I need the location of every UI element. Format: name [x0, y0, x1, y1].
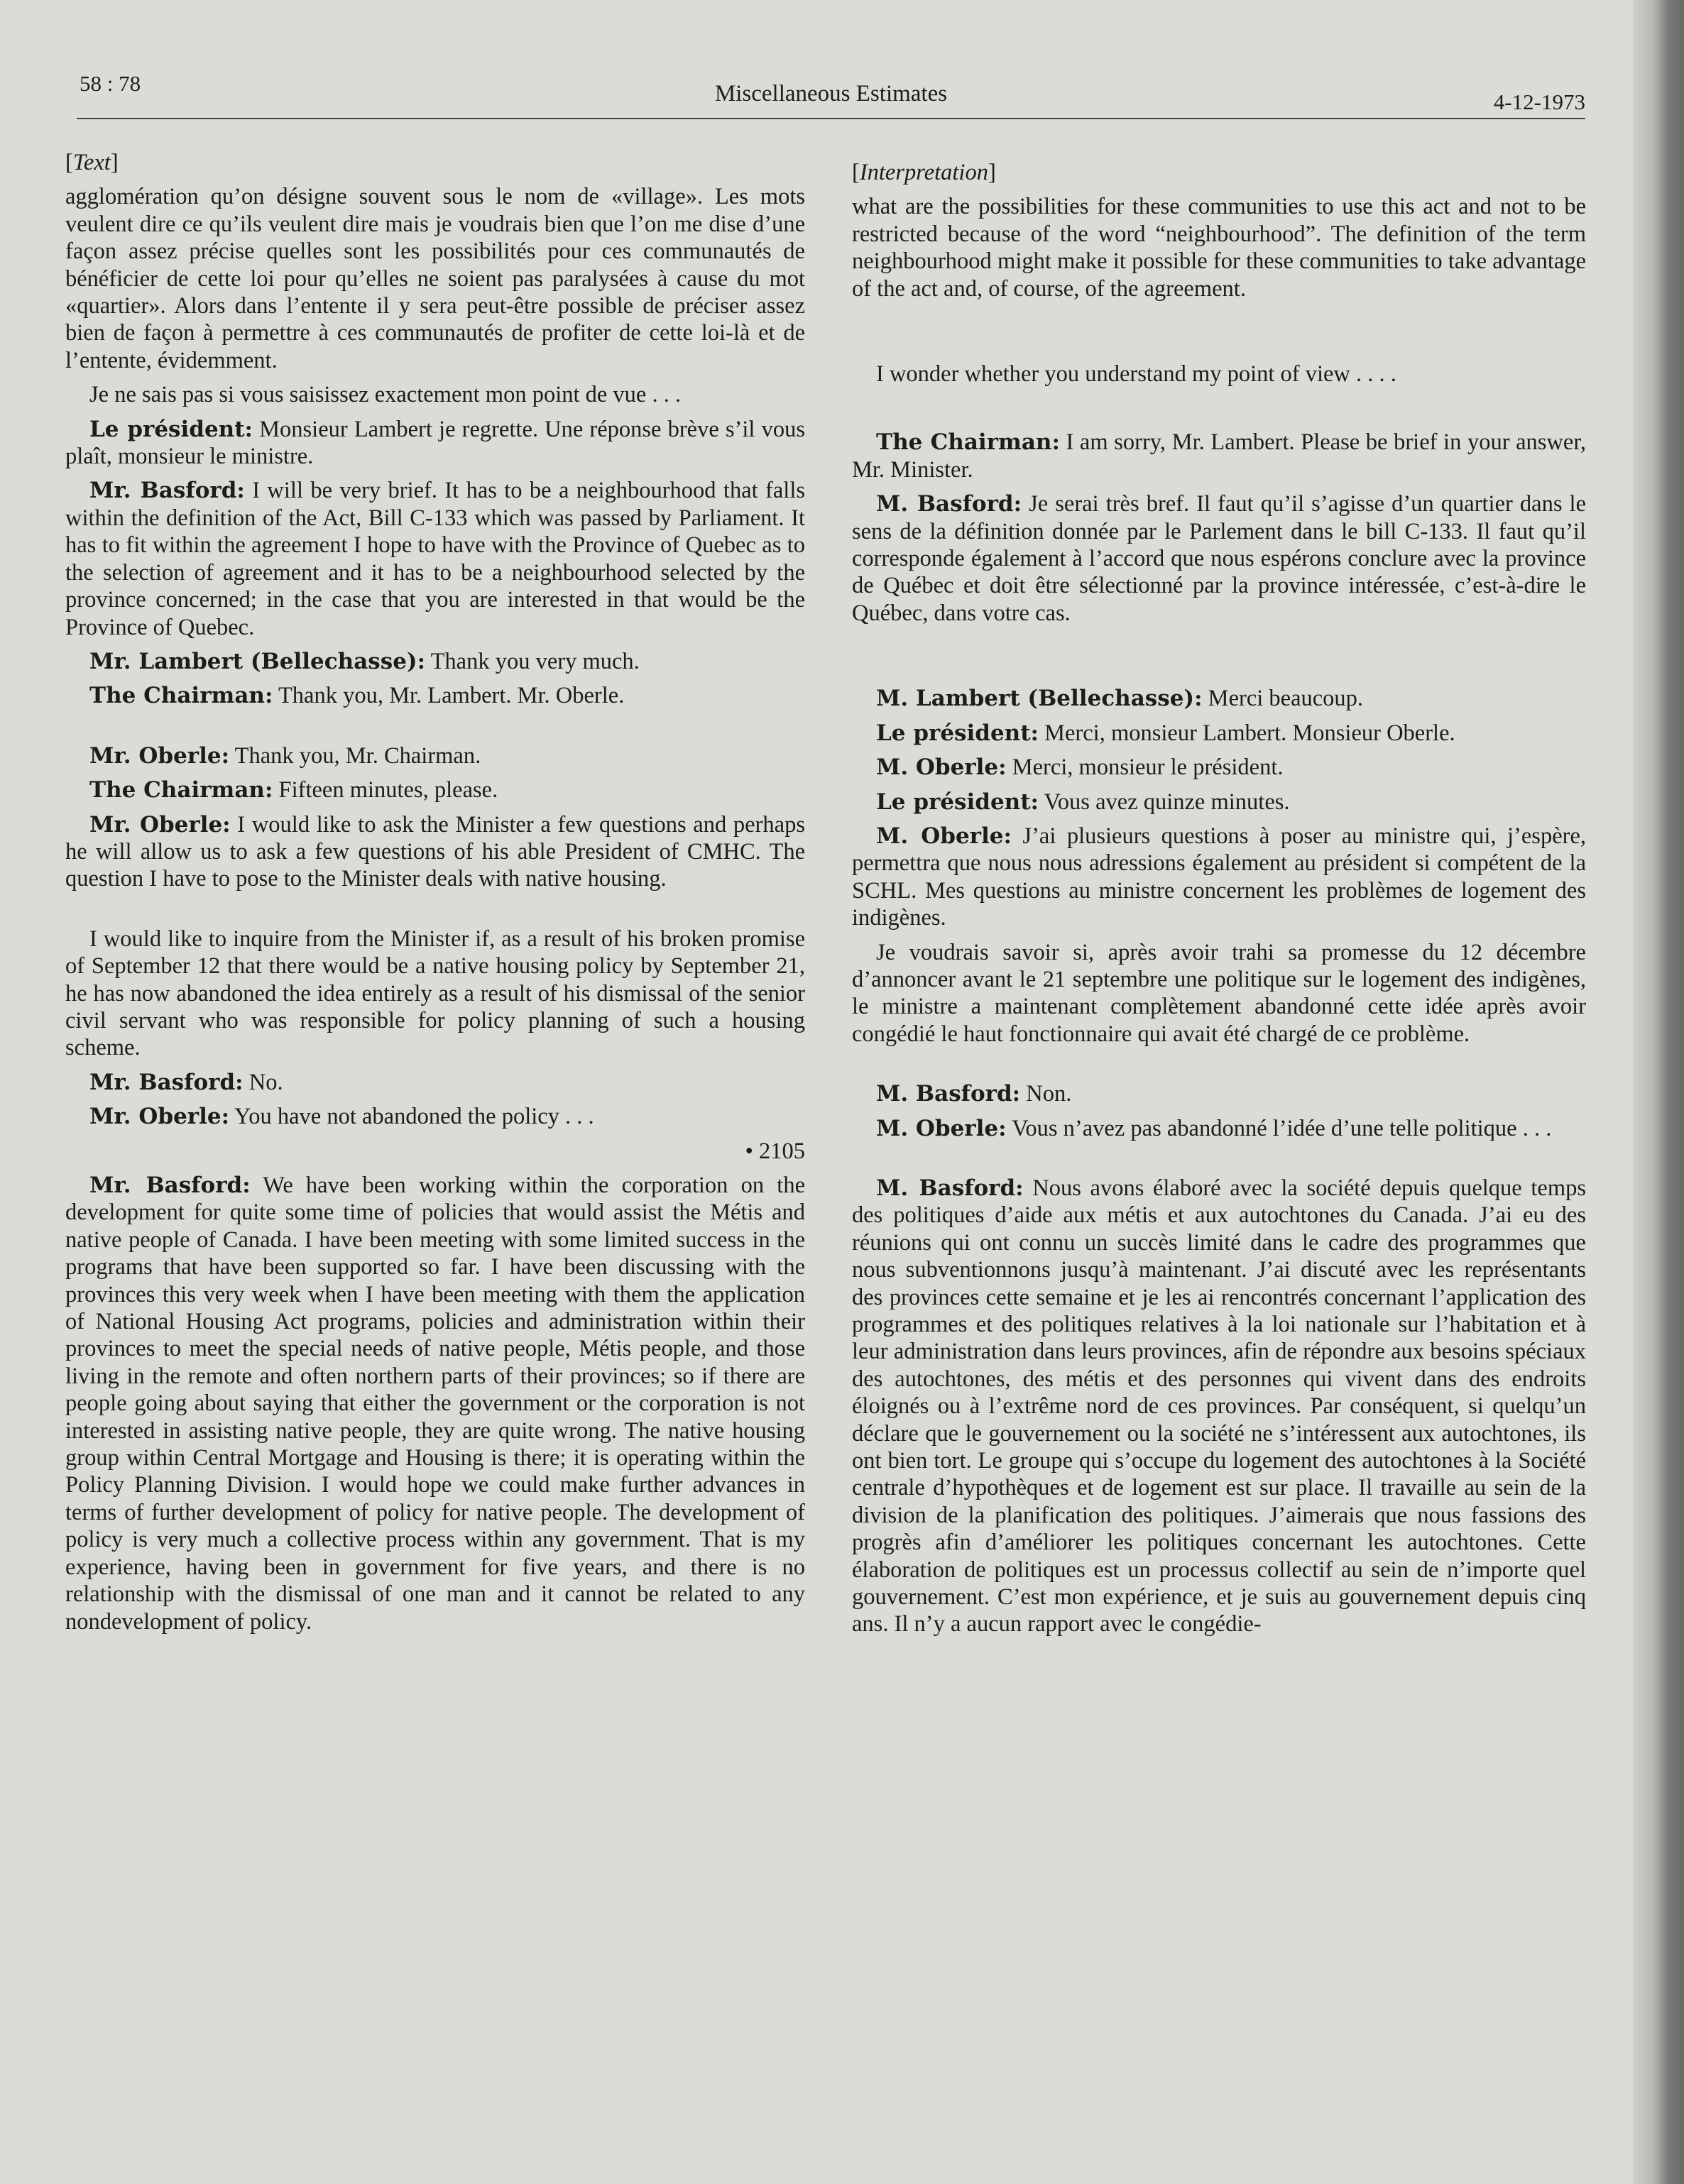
speech: Mr. Basford: No.: [89, 1069, 283, 1095]
speech: M. Lambert (Bellechasse): Merci beaucoup.: [876, 686, 1364, 712]
page-header: [77, 68, 1585, 119]
speaker: Mr. Basford:: [89, 1069, 244, 1095]
speech: M. Oberle: Merci, monsieur le président.: [876, 754, 1284, 781]
speaker: M. Basford:: [876, 491, 1022, 517]
speech: Mr. Oberle: Thank you, Mr. Chairman.: [89, 742, 481, 769]
speech: The Chairman: Thank you, Mr. Lambert. Mr. Oberle.: [89, 683, 625, 709]
speaker: The Chairman:: [89, 777, 273, 803]
running-title: Miscellaneous Estimates: [714, 81, 948, 106]
speech: M. Basford: Non.: [876, 1081, 1072, 1107]
speaker: Mr. Basford:: [89, 478, 245, 504]
speech: The Chairman: I am sorry, Mr. Lambert. Please be brief in your answer, Mr. Minister.: [852, 429, 1586, 483]
speech: Mr. Oberle: I would like to ask the Minister a few questions and perhaps he will allow us to ask a few questions of his able President of CMHC. The question I have to pose to the Minister deals with native housing.: [65, 811, 805, 892]
page-edge-shadow: [1633, 0, 1684, 2184]
speaker: M. Lambert (Bellechasse):: [876, 686, 1203, 712]
section-marker: [Text]: [65, 150, 119, 175]
speech: Le président: Vous avez quinze minutes.: [876, 789, 1290, 815]
speaker: M. Basford:: [876, 1175, 1024, 1201]
speech: M. Basford: Nous avons élaboré avec la société depuis quelque temps des politiques d’aide aux métis et aux autochtones du Canada. J’ai eu des réunions qui ont connu un succès limité dans le cadre des programmes que nous subventionnons jusqu’à maintenant. J’ai discuté avec les représentants des provinces cette semaine et je les ai rencontrés concernant l’application des programmes et des politiques relatives à la loi nationale sur l’habitation et à leur administration dans leurs provinces, afin de répondre aux besoins spéciaux des autochtones, des métis et des personnes qui vivent dans des endroits éloignés ou à l’extrême nord de ces provinces. Par conséquent, si quelqu’un déclare que le gouvernement ou la société ne s’intéressent aux autochtones, ils ont bien tort. Le groupe qui s’occupe du logement des autochtones à la Société centrale d’hypothèques et de logement est sur place. Il travaille au sein de la division de la planification des politiques. J’aimerais que nous fassions des progrès afin d’améliorer les politiques concernant les autochtones. Cette élaboration de politiques est un processus collectif au sein de n’importe quel gouvernement. C’est mon expérience, et je suis au gouvernement depuis cinq ans. Il n’y a aucun rapport avec le congédie-: [852, 1175, 1586, 1637]
speaker: Le président:: [876, 720, 1039, 746]
speech: Mr. Oberle: You have not abandoned the policy . . .: [89, 1104, 594, 1130]
paragraph: agglomération qu’on désigne souvent sous le nom de «village». Les mots veulent dire ce qu’ils veulent dire mais je voudrais bien que l’on me dise d’une façon assez précise quelles sont les possibilités pour ces communautés de bénéficier de cette loi pour qu’elles ne soient pas paralysées à cause du mot «quartier». Alors dans l’entente il y sera peut-être possible de préciser assez bien de façon à permettre à ces communautés de profiter de cette loi-là et de l’entente, évidemment.: [65, 184, 805, 373]
speech: Mr. Basford: I will be very brief. It has to be a neighbourhood that falls within the definition of the Act, Bill C-133 which was passed by Parliament. It has to fit within the agreement I hope to have with the Province of Quebec as to the selection of agreement and it has to be a neighbourhood selected by the province concerned; in the case that you are interested in that would be the Province of Quebec.: [65, 478, 805, 640]
speech: Mr. Basford: We have been working within the corporation on the development for quite some time of policies that would assist the Métis and native people of Canada. I have been meeting with some limited success in the programs that have been supported so far. I have been discussing with the provinces this very week when I have been meeting with them the application of National Housing Act programs, policies and administration within their provinces to meet the special needs of native people, Métis people, and those living in the remote and often northern parts of their provinces; so if there are people going about saying that either the government or the corporation is not interested in assisting native people, they are quite wrong. The native housing group within Central Mortgage and Housing is there; it is operating within the Policy Planning Division. I would hope we could make further advances in terms of further development of policy for native people. The development of policy is very much a collective process within any government. That is my experience, having been in government for five years, and there is no relationship with the dismissal of one man and it cannot be related to any nondevelopment of policy.: [65, 1173, 805, 1635]
speaker: Mr. Oberle:: [89, 742, 230, 769]
paragraph: Je voudrais savoir si, après avoir trahi sa promesse du 12 décembre d’annoncer avant le 21 septembre une politique sur le logement des indigènes, le ministre a maintenant complètement abandonné cette idée après avoir congédié le haut fonctionnaire qui avait été chargé de ce problème.: [852, 939, 1586, 1047]
interpretation-column: [852, 149, 1586, 1645]
speaker: Le président:: [89, 416, 253, 442]
time-marker: • 2105: [745, 1138, 805, 1164]
english-french-original-column: [65, 149, 805, 1642]
speaker: M. Oberle:: [876, 823, 1012, 849]
speech: Le président: Merci, monsieur Lambert. Monsieur Oberle.: [876, 720, 1455, 746]
speaker: Mr. Basford:: [89, 1173, 251, 1198]
speech: Le président: Monsieur Lambert je regrette. Une réponse brève s’il vous plaît, monsieur le ministre.: [65, 416, 805, 470]
speaker: The Chairman:: [876, 429, 1060, 456]
paragraph: what are the possibilities for these communities to use this act and not to be restricted because of the word “neighbourhood”. The definition of the term neighbourhood might make it possible for these communities to take advantage of the act and, of course, of the agreement.: [852, 194, 1586, 302]
speaker: M. Basford:: [876, 1081, 1021, 1107]
speech: Mr. Lambert (Bellechasse): Thank you very much.: [89, 648, 640, 674]
speech: M. Oberle: J’ai plusieurs questions à poser au ministre qui, j’espère, permettra que nous nous adressions également au président si compétent de la SCHL. Mes questions au ministre concernent les problèmes de logement des indigènes.: [852, 823, 1586, 931]
speaker: M. Oberle:: [876, 754, 1007, 781]
paragraph: Je ne sais pas si vous saisissez exactement mon point de vue . . .: [89, 382, 682, 408]
speaker: Mr. Oberle:: [89, 1104, 230, 1130]
speaker: M. Oberle:: [876, 1115, 1007, 1141]
speaker: Mr. Lambert (Bellechasse):: [89, 648, 426, 674]
speech: M. Basford: Je serai très bref. Il faut qu’il s’agisse d’un quartier dans le sens de la définition donnée par le Parlement dans le bill C-133. Il faut qu’il corresponde également à l’accord que nous espérons conclure avec la province de Québec et doit être sélectionné par la province intéressée, c’est-à-dire le Québec, dans votre cas.: [852, 491, 1587, 626]
paragraph: I would like to inquire from the Minister if, as a result of his broken promise of September 12 that there would be a native housing policy by September 21, he has now abandoned the idea entirely as a result of his dismissal of the senior civil servant who was responsible for policy planning of such a housing scheme.: [65, 926, 805, 1061]
speech: The Chairman: Fifteen minutes, please.: [89, 777, 498, 803]
speaker: Mr. Oberle:: [89, 811, 231, 838]
speech: M. Oberle: Vous n’avez pas abandonné l’idée d’une telle politique . . .: [876, 1115, 1552, 1141]
sitting-date: 4-12-1973: [1493, 89, 1585, 114]
page-number: 58 : 78: [80, 71, 141, 96]
section-marker: [Interpretation]: [852, 160, 996, 185]
speaker: Le président:: [876, 789, 1039, 815]
paragraph: I wonder whether you understand my point of view . . . .: [876, 361, 1396, 388]
speaker: The Chairman:: [89, 683, 273, 709]
